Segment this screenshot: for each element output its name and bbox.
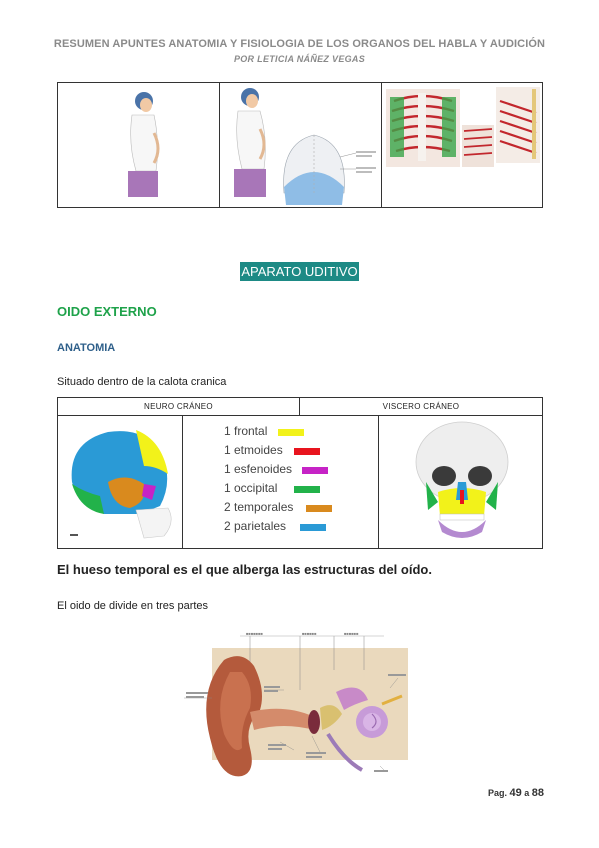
document-header-title: RESUMEN APUNTES ANATOMIA Y FISIOLOGIA DE LOS ORGANOS DEL HABLA Y AUDICIÓN [53, 38, 546, 50]
legend-swatch-blue [300, 524, 326, 531]
legend-item-frontal [224, 424, 293, 443]
page-middle: a [521, 788, 532, 798]
legend-label: 1 occipital [224, 481, 278, 495]
legend-label: 1 frontal [224, 424, 268, 438]
breathing-images-table [57, 82, 543, 208]
document-header-author: POR LETICIA NÁÑEZ VEGAS [233, 54, 366, 64]
section-subheading: ANATOMIA [57, 342, 116, 354]
image-cell-ribcage [382, 83, 542, 207]
ear-division-paragraph: El oido de divide en tres partes [57, 600, 209, 612]
legend-label: 1 esfenoides [224, 462, 293, 476]
legend-item-etmoides [224, 443, 293, 462]
table-header-viscerocranium: VISCERO CRÁNEO [300, 398, 542, 416]
svg-text:■■■■■■■: ■■■■■■■ [246, 631, 263, 636]
legend-swatch-red [294, 448, 320, 455]
temporal-bone-statement: El hueso temporal es el que alberga las estructuras del oído. [57, 562, 432, 577]
ear-anatomy-illustration [184, 630, 410, 782]
page-total: 88 [531, 787, 545, 799]
svg-text:■■■■■■: ■■■■■■ [344, 631, 359, 636]
table-header-neurocranium: NEURO CRÁNEO [58, 398, 300, 416]
legend-item-esfenoides [224, 462, 293, 481]
image-cell-diaphragm [220, 83, 382, 207]
section-heading: OIDO EXTERNO [57, 304, 157, 319]
intro-paragraph: Situado dentro de la calota cranica [57, 376, 227, 388]
diaphragm-illustration [220, 83, 380, 207]
legend-swatch-yellow [278, 429, 304, 436]
section-banner: APARATO UDITIVO [241, 264, 358, 279]
page-prefix: Pag. [488, 788, 510, 798]
person-profile-illustration [58, 83, 218, 207]
legend-label: 1 etmoides [224, 443, 283, 457]
legend-item-parietales [224, 519, 293, 538]
image-cell-inhale [58, 83, 220, 207]
page-current: 49 [509, 787, 522, 799]
legend-label: 2 temporales [224, 500, 294, 514]
skull-side-illustration [64, 422, 176, 542]
ribcage-illustration [382, 83, 542, 207]
skull-bones-table [57, 397, 543, 549]
svg-text:■■■■■■: ■■■■■■ [302, 631, 317, 636]
legend-swatch-green [294, 486, 320, 493]
legend-swatch-purple [302, 467, 328, 474]
legend-label: 2 parietales [224, 519, 287, 533]
page-number [488, 787, 544, 799]
bone-legend [224, 424, 293, 538]
legend-swatch-orange [306, 505, 332, 512]
legend-item-occipital [224, 481, 293, 500]
skull-front-illustration [408, 420, 516, 544]
legend-item-temporales [224, 500, 293, 519]
